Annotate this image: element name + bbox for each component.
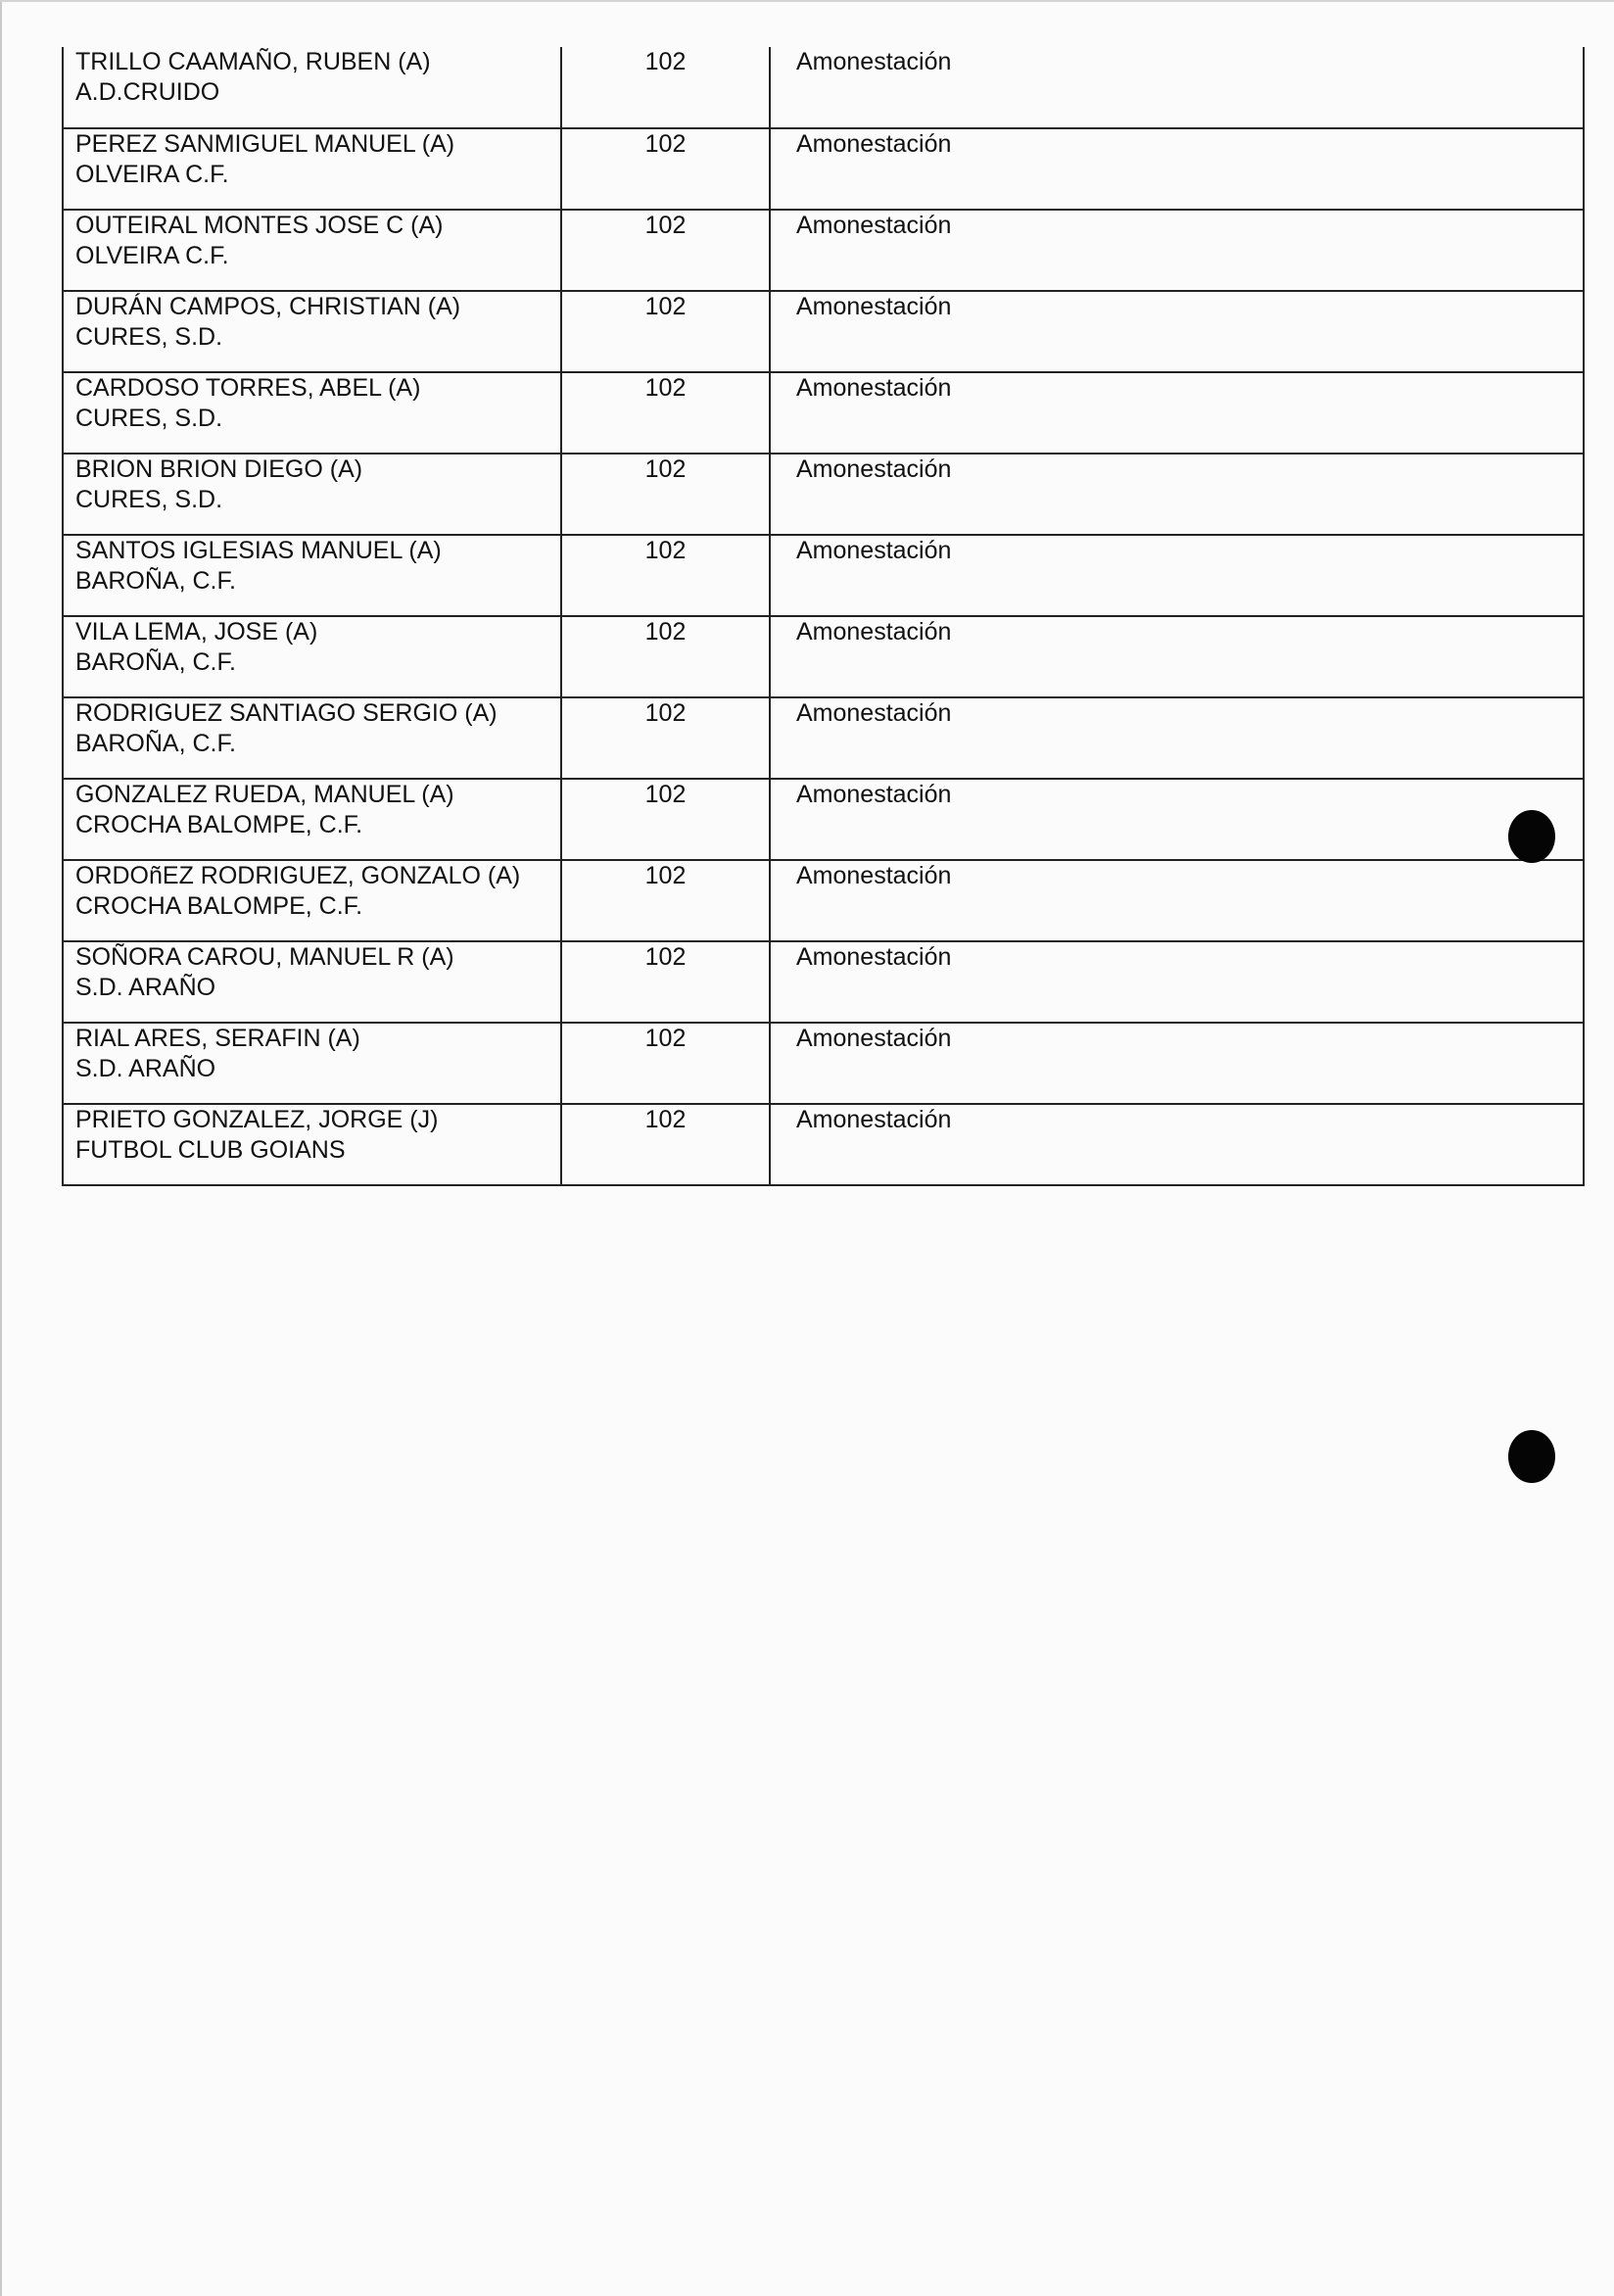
sanction-code: 102 [644, 212, 687, 239]
code-cell [561, 210, 770, 291]
sanction-type: Amonestación [796, 537, 952, 564]
club-name: OLVEIRA C.F. [75, 161, 229, 188]
sanction-code: 102 [644, 1025, 687, 1052]
player-cell [63, 697, 561, 779]
sanction-cell [770, 47, 1584, 128]
player-name: OUTEIRAL MONTES JOSE C (A) [75, 212, 444, 239]
player-name: RODRIGUEZ SANTIAGO SERGIO (A) [75, 699, 498, 727]
player-name: ORDOñEZ RODRIGUEZ, GONZALO (A) [75, 862, 521, 889]
sanction-code: 102 [644, 862, 687, 889]
sanction-cell [770, 616, 1584, 697]
table-row [63, 1023, 1584, 1104]
sanction-type: Amonestación [796, 943, 952, 971]
code-cell [561, 535, 770, 616]
player-name: PEREZ SANMIGUEL MANUEL (A) [75, 130, 455, 158]
player-cell [63, 616, 561, 697]
sanction-type: Amonestación [796, 618, 952, 646]
scan-edge-top [0, 0, 1614, 2]
table-row [63, 372, 1584, 454]
code-cell [561, 697, 770, 779]
sanction-cell [770, 535, 1584, 616]
player-name: PRIETO GONZALEZ, JORGE (J) [75, 1106, 439, 1133]
code-cell [561, 454, 770, 535]
club-name: CROCHA BALOMPE, C.F. [75, 811, 363, 838]
player-name: DURÁN CAMPOS, CHRISTIAN (A) [75, 293, 461, 320]
player-name: SANTOS IGLESIAS MANUEL (A) [75, 537, 442, 564]
player-name: VILA LEMA, JOSE (A) [75, 618, 318, 646]
code-cell [561, 779, 770, 860]
sanction-code: 102 [644, 130, 687, 158]
player-cell [63, 372, 561, 454]
sanction-type: Amonestación [796, 862, 952, 889]
table-row [63, 697, 1584, 779]
punch-hole [1508, 810, 1555, 863]
sanction-cell [770, 454, 1584, 535]
player-cell [63, 291, 561, 372]
club-name: S.D. ARAÑO [75, 974, 216, 1001]
table-row [63, 1104, 1584, 1185]
sanctions-table [62, 47, 1585, 1186]
sanction-type: Amonestación [796, 1106, 952, 1133]
code-cell [561, 860, 770, 941]
club-name: CURES, S.D. [75, 405, 223, 432]
sanction-code: 102 [644, 618, 687, 646]
sanction-type: Amonestación [796, 130, 952, 158]
table-row [63, 860, 1584, 941]
player-name: TRILLO CAAMAÑO, RUBEN (A) [75, 48, 431, 75]
player-name: GONZALEZ RUEDA, MANUEL (A) [75, 781, 454, 808]
player-cell [63, 128, 561, 210]
sanction-cell [770, 210, 1584, 291]
player-name: BRION BRION DIEGO (A) [75, 455, 363, 483]
sanctions-table-body [63, 47, 1584, 1185]
club-name: CROCHA BALOMPE, C.F. [75, 892, 363, 920]
sanction-cell [770, 779, 1584, 860]
sanction-type: Amonestación [796, 1025, 952, 1052]
club-name: CURES, S.D. [75, 323, 223, 351]
code-cell [561, 616, 770, 697]
sanction-type: Amonestación [796, 293, 952, 320]
club-name: BAROÑA, C.F. [75, 648, 236, 676]
table-row [63, 941, 1584, 1023]
player-name: RIAL ARES, SERAFIN (A) [75, 1025, 360, 1052]
player-cell [63, 47, 561, 128]
club-name: OLVEIRA C.F. [75, 242, 229, 269]
sanction-cell [770, 697, 1584, 779]
code-cell [561, 1023, 770, 1104]
player-cell [63, 860, 561, 941]
club-name: S.D. ARAÑO [75, 1055, 216, 1082]
club-name: BAROÑA, C.F. [75, 730, 236, 757]
sanction-cell [770, 1104, 1584, 1185]
table-row [63, 779, 1584, 860]
table-row [63, 616, 1584, 697]
sanction-cell [770, 941, 1584, 1023]
club-name: CURES, S.D. [75, 486, 223, 513]
table-row [63, 210, 1584, 291]
table-row [63, 47, 1584, 128]
sanction-code: 102 [644, 1106, 687, 1133]
table-row [63, 291, 1584, 372]
punch-hole [1508, 1430, 1555, 1483]
club-name: FUTBOL CLUB GOIANS [75, 1136, 346, 1164]
sanction-type: Amonestación [796, 48, 952, 75]
sanction-cell [770, 1023, 1584, 1104]
code-cell [561, 1104, 770, 1185]
club-name: BAROÑA, C.F. [75, 567, 236, 595]
sanction-type: Amonestación [796, 212, 952, 239]
table-row [63, 454, 1584, 535]
sanction-code: 102 [644, 781, 687, 808]
sanction-type: Amonestación [796, 699, 952, 727]
scan-edge-left [0, 0, 2, 2296]
player-cell [63, 210, 561, 291]
sanction-type: Amonestación [796, 374, 952, 402]
sanction-type: Amonestación [796, 455, 952, 483]
player-cell [63, 941, 561, 1023]
sanction-code: 102 [644, 455, 687, 483]
sanction-cell [770, 860, 1584, 941]
code-cell [561, 372, 770, 454]
player-name: SOÑORA CAROU, MANUEL R (A) [75, 943, 454, 971]
code-cell [561, 47, 770, 128]
code-cell [561, 941, 770, 1023]
player-cell [63, 1104, 561, 1185]
sanction-code: 102 [644, 374, 687, 402]
sanction-code: 102 [644, 699, 687, 727]
player-name: CARDOSO TORRES, ABEL (A) [75, 374, 421, 402]
sanction-cell [770, 128, 1584, 210]
sanction-code: 102 [644, 943, 687, 971]
code-cell [561, 291, 770, 372]
sanction-cell [770, 372, 1584, 454]
table-row [63, 128, 1584, 210]
sanction-code: 102 [644, 537, 687, 564]
sanction-code: 102 [644, 293, 687, 320]
sanction-type: Amonestación [796, 781, 952, 808]
table-row [63, 535, 1584, 616]
club-name: A.D.CRUIDO [75, 78, 220, 106]
player-cell [63, 1023, 561, 1104]
player-cell [63, 779, 561, 860]
sanction-cell [770, 291, 1584, 372]
code-cell [561, 128, 770, 210]
sanction-code: 102 [644, 48, 687, 75]
player-cell [63, 454, 561, 535]
player-cell [63, 535, 561, 616]
